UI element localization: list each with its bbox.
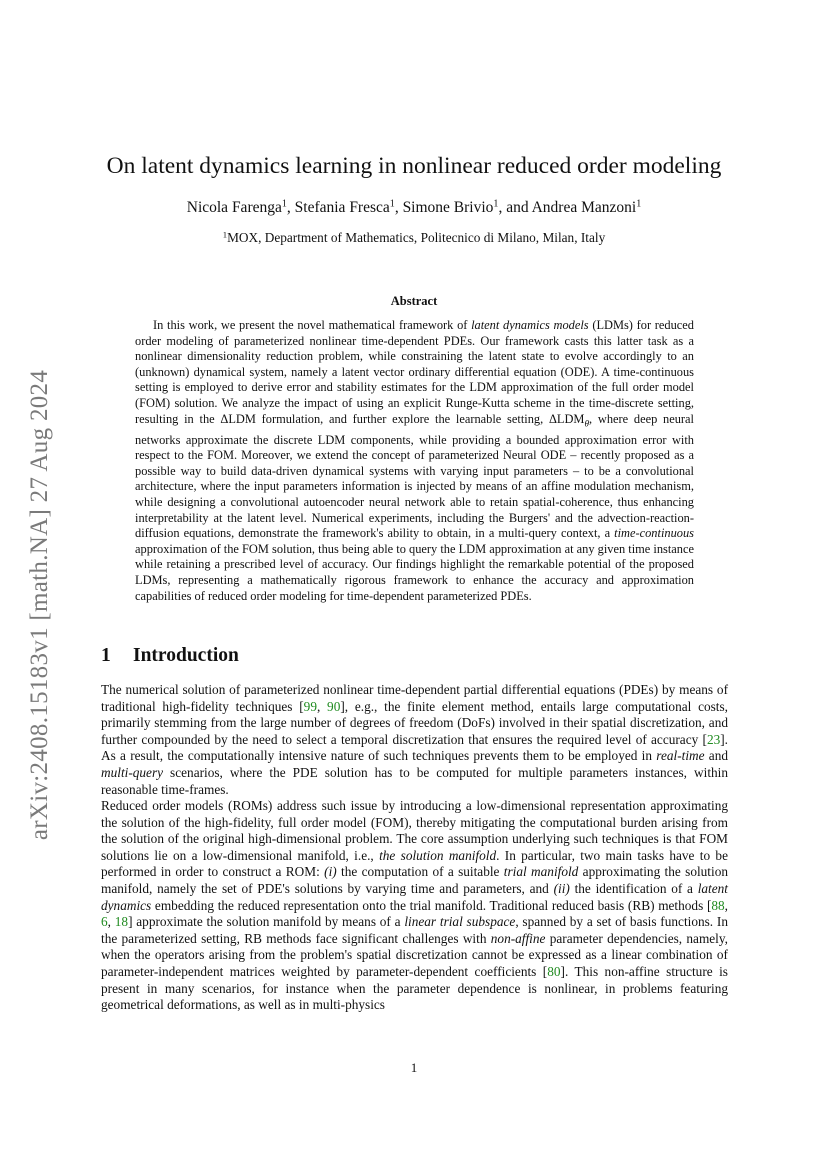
text-run: In this work, we present the novel mathematical framework of — [153, 318, 472, 332]
citation-link[interactable]: 6 — [101, 914, 108, 930]
emphasis-text: the solution manifold — [379, 847, 497, 863]
text-run: the identification of a — [569, 880, 698, 896]
text-run: Reduced order models (ROMs) address such issue by introducing a low-dimensional representation approximating the solution of the high-fidelity, full order model (FOM), thereby mitigating the computational burden arising from the solution of the original high-dimensional problem. The core assumption underlying such techniques is that FOM solutions lie on a low-dimensional manifold, i.e., — [101, 798, 728, 863]
author-name: Stefania Fresca — [294, 199, 390, 216]
emphasis-text: time-continuous — [614, 526, 694, 541]
text-run: ], e.g., the finite element method, entails large computational costs, primarily stemming from the large number of degrees of freedom (DoFs) involved in their spatial discretization, and further compounded by the need to select a temporal discretization that ensures the required level of accuracy [ — [101, 698, 728, 747]
text-run: , spanned by a set of basis functions. In the parameterized setting, RB methods face significant challenges with — [101, 914, 728, 946]
author-affiliation-mark: 1 — [493, 198, 499, 210]
author-separator: , — [286, 199, 295, 216]
author-affiliation-mark: 1 — [636, 198, 642, 210]
body-paragraph — [101, 682, 728, 798]
affiliation — [60, 229, 768, 247]
arxiv-identifier-text: arXiv:2408.15183v1 [math.NA] 27 Aug 2024 — [26, 369, 54, 841]
citation-link[interactable]: 88 — [711, 897, 725, 913]
text-run: ]. As a result, the computationally intensive nature of such techniques prevents them to be employed in — [101, 731, 728, 764]
emphasis-text: (ii) — [553, 880, 570, 896]
citation-link[interactable]: 80 — [547, 963, 561, 979]
text-run: , — [316, 698, 328, 714]
section-number: 1 — [101, 645, 111, 666]
page-number: 1 — [410, 1060, 418, 1075]
text-run: ] approximate the solution manifold by means of a — [128, 914, 405, 930]
emphasis-text: real-time — [656, 748, 705, 764]
text-run: , — [107, 914, 115, 930]
author-separator: , — [394, 199, 403, 216]
abstract-heading: Abstract — [390, 294, 438, 308]
text-run: the computation of a suitable — [336, 864, 504, 880]
subscript-text: θ — [584, 419, 590, 430]
text-run: scenarios, where the PDE solution has to be computed for multiple parameters instances, within reasonable time-frames. — [101, 764, 728, 797]
author-name: Simone Brivio — [402, 199, 494, 216]
author-affiliation-mark: 1 — [281, 198, 287, 210]
text-run: , — [724, 897, 728, 913]
section-heading — [101, 645, 721, 667]
affiliation-mark: 1 — [222, 229, 228, 240]
citation-link[interactable]: 90 — [327, 698, 341, 714]
text-run: ]. This non-affine structure is present in many scenarios, for instance when the parameter dependence is nonlinear, in problems featuring geometrical deformations, as well as in multi-physics — [101, 963, 728, 1013]
emphasis-text: multi-query — [101, 764, 164, 780]
text-run: , where deep neural networks approximate the discrete LDM components, while providing a bounded approximation error with respect to the FOM. Moreover, we extend the concept of parameterized Neural ODE – recently proposed as a possible way to build data-driven dynamical systems with varying input parameters – to be a convolutional architecture, where the input parameters information is injected by means of an affine modulation mechanism, while designing a convolutional autoencoder neural network able to retain spatial-coherence, thus enhancing interpretability at the latent level. Numerical experiments, including the Burgers' and the advection-reaction-diffusion equations, demonstrate the framework's ability to obtain, in a multi-query context, a — [135, 411, 694, 541]
section-title: Introduction — [133, 645, 239, 666]
arxiv-identifier-stamp — [20, 340, 60, 870]
author-name: Nicola Farenga — [186, 199, 282, 216]
author-affiliation-mark: 1 — [389, 198, 395, 210]
text-run: and — [704, 748, 728, 764]
text-run: approximating the solution manifold, namely the set of PDE's solutions by varying time and parameters, and — [101, 864, 728, 896]
author-list — [60, 198, 768, 218]
text-run: parameter dependencies, namely, when the operators arising from the problem's spatial discretization cannot be expressed as a linear combination of parameter-independent matrices weighted by parameter-dependent coefficients [ — [101, 930, 728, 979]
text-run: . In particular, two main tasks have to be performed in order to construct a ROM: — [101, 847, 728, 880]
author-name: Andrea Manzoni — [531, 199, 637, 216]
emphasis-text: latent dynamics models — [471, 318, 589, 332]
author-separator: , and — [498, 199, 532, 216]
text-run: (LDMs) for reduced order modeling of parameterized nonlinear time-dependent PDEs. Our framework casts this latter task as a nonlinear dimensionality reduction problem, while constraining the latent state to evolve accordingly to an (unknown) dynamical system, namely a latent vector ordinary differential equation (ODE). A time-continuous setting is employed to derive error and stability estimates for the LDM approximation of the full order model (FOM) solution. We analyze the impact of using an explicit Runge-Kutta scheme in the time-discrete setting, resulting in the ΔLDM formulation, and further explore the learnable setting, ΔLDM — [135, 318, 694, 426]
citation-link[interactable]: 23 — [706, 731, 721, 747]
emphasis-text: linear trial subspace — [404, 914, 516, 930]
emphasis-text: trial manifold — [503, 864, 579, 880]
citation-link[interactable]: 18 — [114, 914, 129, 930]
text-run: The numerical solution of parameterized nonlinear time-dependent partial differential equations (PDEs) by means of traditional high-fidelity techniques [ — [101, 682, 728, 714]
emphasis-text: (i) — [324, 864, 337, 880]
affiliation-text: MOX, Department of Mathematics, Politecnico di Milano, Milan, Italy — [227, 230, 606, 245]
abstract-body — [135, 318, 694, 604]
text-run: approximation of the FOM solution, thus being able to query the LDM approximation at any given time instance while retaining a prescribed level of accuracy. Our findings highlight the remarkable potential of the proposed LDMs, representing a mathematically rigorous framework to enhance the accuracy and approximation capabilities of reduced order modeling for time-dependent parameterized PDEs. — [135, 541, 694, 603]
emphasis-text: non-affine — [490, 930, 546, 946]
body-paragraph — [101, 798, 728, 1014]
emphasis-text: latent dynamics — [101, 880, 728, 913]
paper-title: On latent dynamics learning in nonlinear reduced order modeling — [106, 153, 722, 179]
text-run: embedding the reduced representation onto the trial manifold. Traditional reduced basis (RB) methods [ — [151, 897, 712, 913]
citation-link[interactable]: 99 — [303, 698, 317, 714]
